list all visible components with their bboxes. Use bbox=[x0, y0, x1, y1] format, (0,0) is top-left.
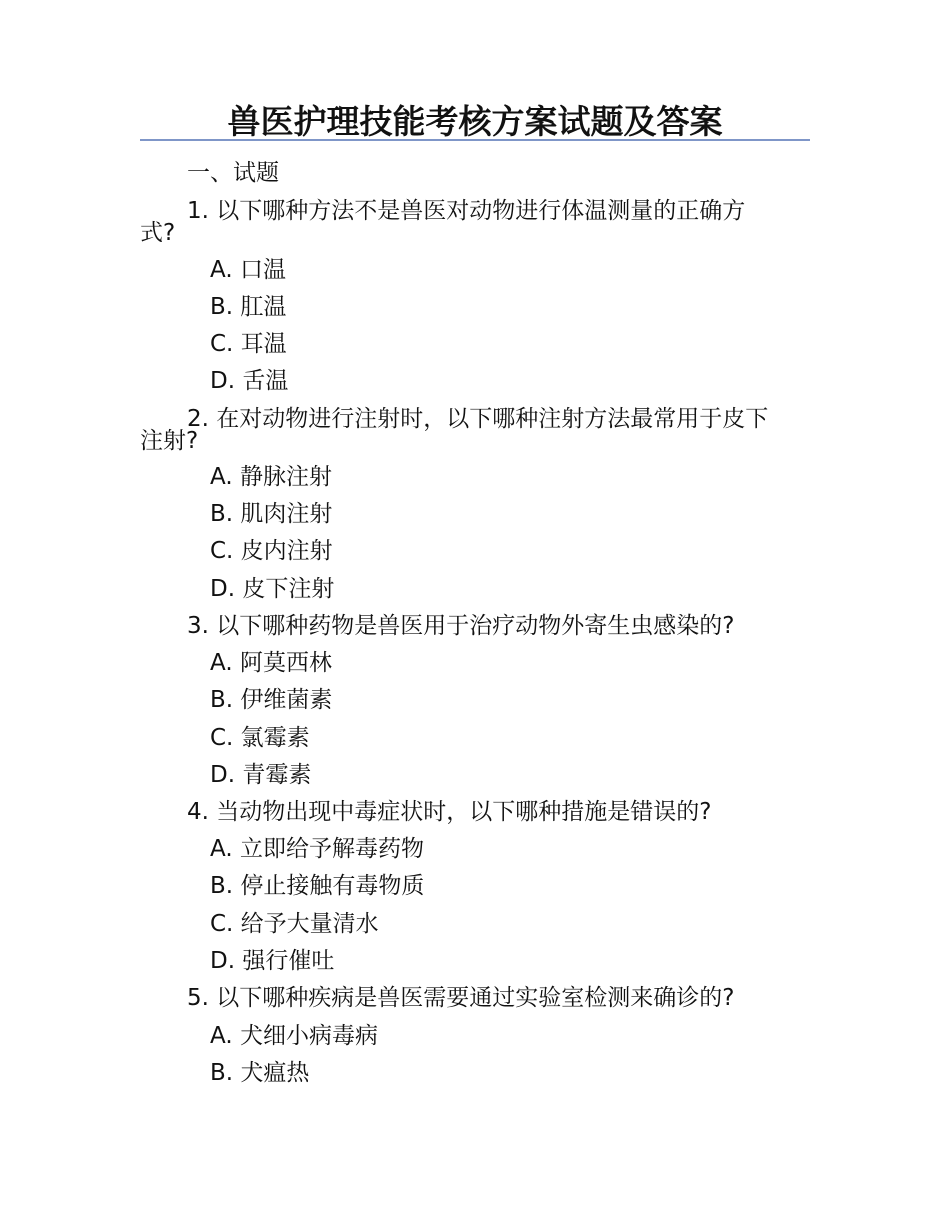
title-underline bbox=[140, 139, 810, 141]
question-3-option-c: C. 氯霉素 bbox=[210, 725, 310, 751]
question-2-option-b: B. 肌肉注射 bbox=[210, 501, 333, 527]
question-1-text-continued: 式? bbox=[140, 220, 176, 246]
question-2-option-a: A. 静脉注射 bbox=[210, 464, 332, 490]
question-2-option-d: D. 皮下注射 bbox=[210, 576, 335, 602]
document-title: 兽医护理技能考核方案试题及答案 bbox=[227, 102, 723, 141]
question-2-text-continued: 注射? bbox=[140, 428, 199, 454]
question-5-text: 5. 以下哪种疾病是兽医需要通过实验室检测来确诊的? bbox=[187, 985, 735, 1011]
question-5-option-b: B. 犬瘟热 bbox=[210, 1060, 310, 1086]
question-3-text: 3. 以下哪种药物是兽医用于治疗动物外寄生虫感染的? bbox=[187, 613, 735, 639]
question-4-option-c: C. 给予大量清水 bbox=[210, 911, 379, 937]
question-2-option-c: C. 皮内注射 bbox=[210, 538, 333, 564]
question-1-option-b: B. 肛温 bbox=[210, 294, 287, 320]
question-4-option-a: A. 立即给予解毒药物 bbox=[210, 836, 424, 862]
question-1-option-c: C. 耳温 bbox=[210, 331, 287, 357]
question-3-option-a: A. 阿莫西林 bbox=[210, 650, 332, 676]
question-4-option-d: D. 强行催吐 bbox=[210, 948, 335, 974]
question-4-option-b: B. 停止接触有毒物质 bbox=[210, 873, 425, 899]
question-4-text: 4. 当动物出现中毒症状时，以下哪种措施是错误的? bbox=[187, 799, 712, 825]
question-1-text: 1. 以下哪种方法不是兽医对动物进行体温测量的正确方 bbox=[187, 198, 746, 224]
question-3-option-d: D. 青霉素 bbox=[210, 762, 312, 788]
question-3-option-b: B. 伊维菌素 bbox=[210, 687, 333, 713]
question-5-option-a: A. 犬细小病毒病 bbox=[210, 1023, 378, 1049]
question-1-option-d: D. 舌温 bbox=[210, 368, 289, 394]
question-1-option-a: A. 口温 bbox=[210, 257, 286, 283]
question-2-text: 2. 在对动物进行注射时，以下哪种注射方法最常用于皮下 bbox=[187, 406, 769, 432]
section-heading: 一、试题 bbox=[187, 160, 279, 186]
